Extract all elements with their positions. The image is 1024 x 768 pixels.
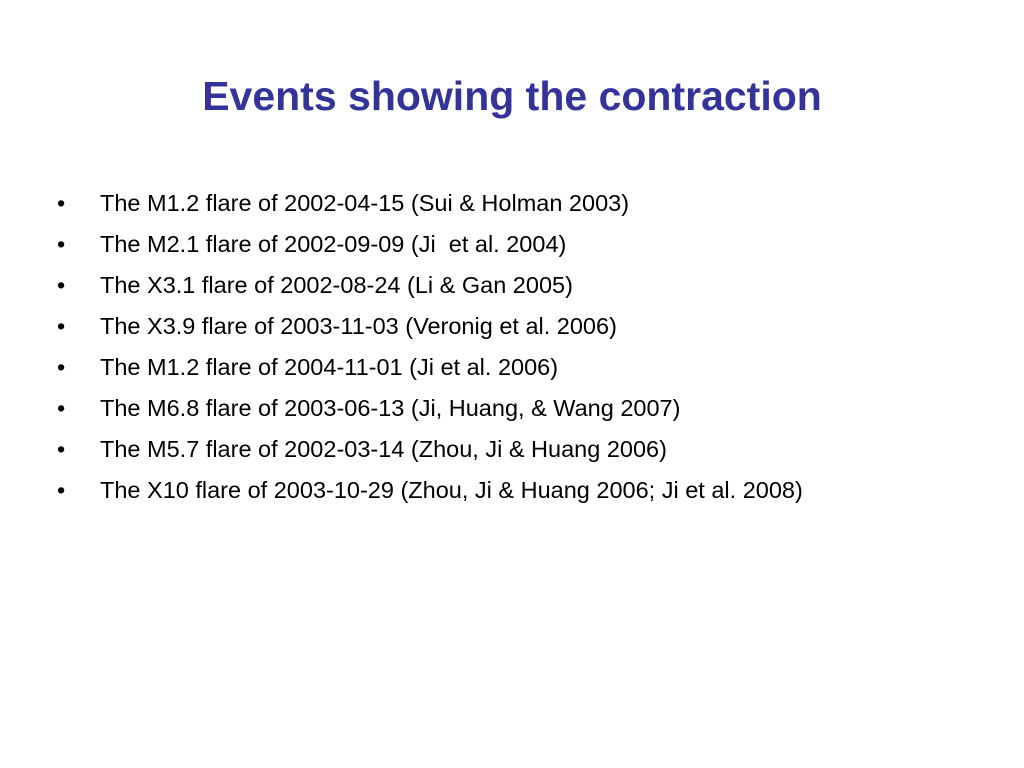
list-item [57, 265, 997, 306]
list-item-text: The X3.9 flare of 2003-11-03 (Veronig et al. 2006) [100, 313, 617, 339]
list-item-text: The M1.2 flare of 2002-04-15 (Sui & Holman 2003) [100, 190, 630, 216]
bullet-icon: • [57, 313, 66, 339]
list-item [57, 429, 997, 470]
bullet-icon: • [57, 354, 66, 380]
bullet-icon: • [57, 436, 66, 462]
list-item-text: The X3.1 flare of 2002-08-24 (Li & Gan 2005) [100, 272, 573, 298]
bullet-icon: • [57, 272, 66, 298]
list-item-text: The M6.8 flare of 2003-06-13 (Ji, Huang, & Wang 2007) [100, 395, 681, 421]
list-item [57, 347, 997, 388]
list-item-text: The M1.2 flare of 2004-11-01 (Ji et al. 2006) [100, 354, 559, 380]
bullet-list [57, 183, 997, 511]
list-item [57, 470, 997, 511]
bullet-icon: • [57, 231, 66, 257]
bullet-icon: • [57, 395, 66, 421]
bullet-icon: • [57, 190, 66, 216]
list-item [57, 306, 997, 347]
list-item-text: The M2.1 flare of 2002-09-09 (Ji et al. 2004) [100, 231, 567, 257]
list-item [57, 388, 997, 429]
list-item [57, 224, 997, 265]
list-item [57, 183, 997, 224]
list-item-text: The X10 flare of 2003-10-29 (Zhou, Ji & Huang 2006; Ji et al. 2008) [100, 477, 803, 503]
list-item-text: The M5.7 flare of 2002-03-14 (Zhou, Ji & Huang 2006) [100, 436, 667, 462]
slide-title: Events showing the contraction [202, 73, 822, 119]
bullet-icon: • [57, 477, 66, 503]
